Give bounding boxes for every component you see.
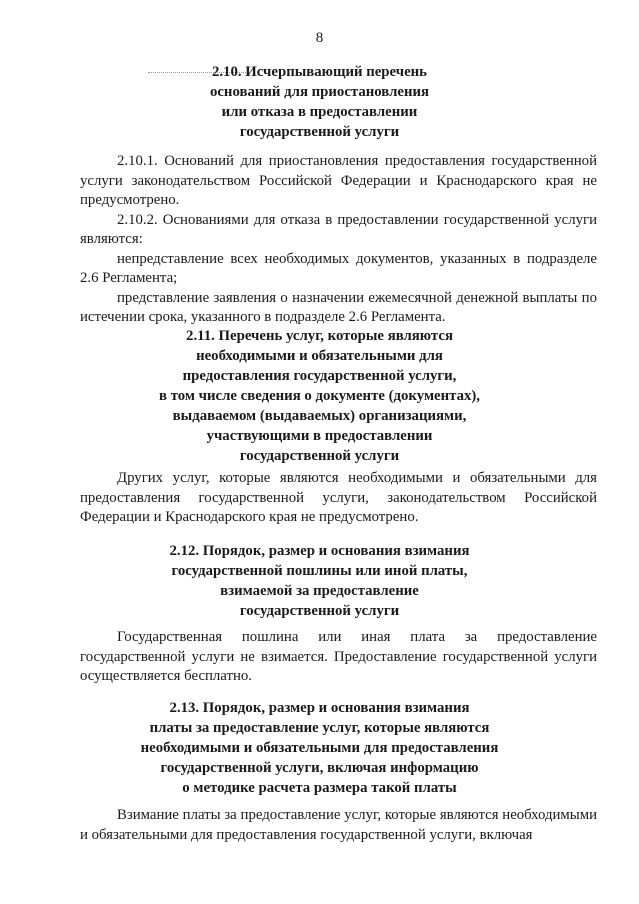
heading-line: необходимыми и обязательными для предоставления — [140, 740, 499, 756]
paragraph: Других услуг, которые являются необходимыми и обязательными для предоставления государственной услуги, законодательством Российской Федерации и Краснодарского края не предусмотрено. — [80, 470, 597, 525]
section-2-13-body — [80, 806, 597, 845]
heading-line: государственной услуги — [239, 448, 400, 464]
paragraph: непредставление всех необходимых документов, указанных в подразделе 2.6 Регламента; — [80, 250, 597, 286]
section-2-11-body — [80, 469, 597, 528]
heading-line: о методике расчета размера такой платы — [182, 780, 457, 796]
paragraph: 2.10.1. Оснований для приостановления предоставления государственной услуги законодательством Российской Федерации и Краснодарского края не предусмотрено. — [80, 153, 597, 208]
heading-line: или отказа в предоставлении — [221, 104, 418, 120]
heading-line: предоставления государственной услуги, — [182, 368, 457, 384]
paragraph: 2.10.2. Основаниями для отказа в предоставлении государственной услуги являются: — [80, 211, 597, 247]
page-number: 8 — [315, 30, 324, 46]
heading-line: 2.12. Порядок, размер и основания взимания — [169, 543, 470, 559]
heading-line: платы за предоставление услуг, которые являются — [149, 720, 490, 736]
section-2-10-body — [80, 152, 597, 328]
heading-line: государственной услуги, включая информацию — [160, 760, 479, 776]
paragraph: Государственная пошлина или иная плата за предоставление государственной услуги не взимается. Предоставление государственной услуги осуществляется бесплатно. — [80, 629, 597, 684]
heading-line: государственной услуги — [239, 603, 400, 619]
heading-line: государственной пошлины или иной платы, — [171, 563, 468, 579]
section-2-13-heading — [0, 698, 639, 798]
section-2-12-heading — [0, 541, 639, 621]
paragraph: представление заявления о назначении ежемесячной денежной выплаты по истечении срока, указанного в подразделе 2.6 Регламента. — [80, 289, 597, 325]
heading-line: участвующими в предоставлении — [206, 428, 433, 444]
heading-line: в том числе сведения о документе (документах), — [159, 388, 480, 404]
heading-line: государственной услуги — [239, 124, 400, 140]
section-2-10-heading — [0, 62, 639, 142]
paragraph: Взимание платы за предоставление услуг, которые являются необходимыми и обязательными для предоставления государственной услуги, включая — [80, 807, 597, 843]
heading-line: 2.10. Исчерпывающий перечень — [211, 64, 428, 80]
heading-line: 2.11. Перечень услуг, которые являются — [186, 328, 453, 344]
section-2-12-body — [80, 628, 597, 687]
heading-line: взимаемой за предоставление — [220, 583, 419, 599]
heading-line: необходимыми и обязательными для — [196, 348, 443, 364]
heading-line: 2.13. Порядок, размер и основания взимания — [169, 700, 470, 716]
heading-line: оснований для приостановления — [209, 84, 430, 100]
section-2-11-heading — [0, 326, 639, 466]
heading-line: выдаваемом (выдаваемых) организациями, — [172, 408, 467, 424]
